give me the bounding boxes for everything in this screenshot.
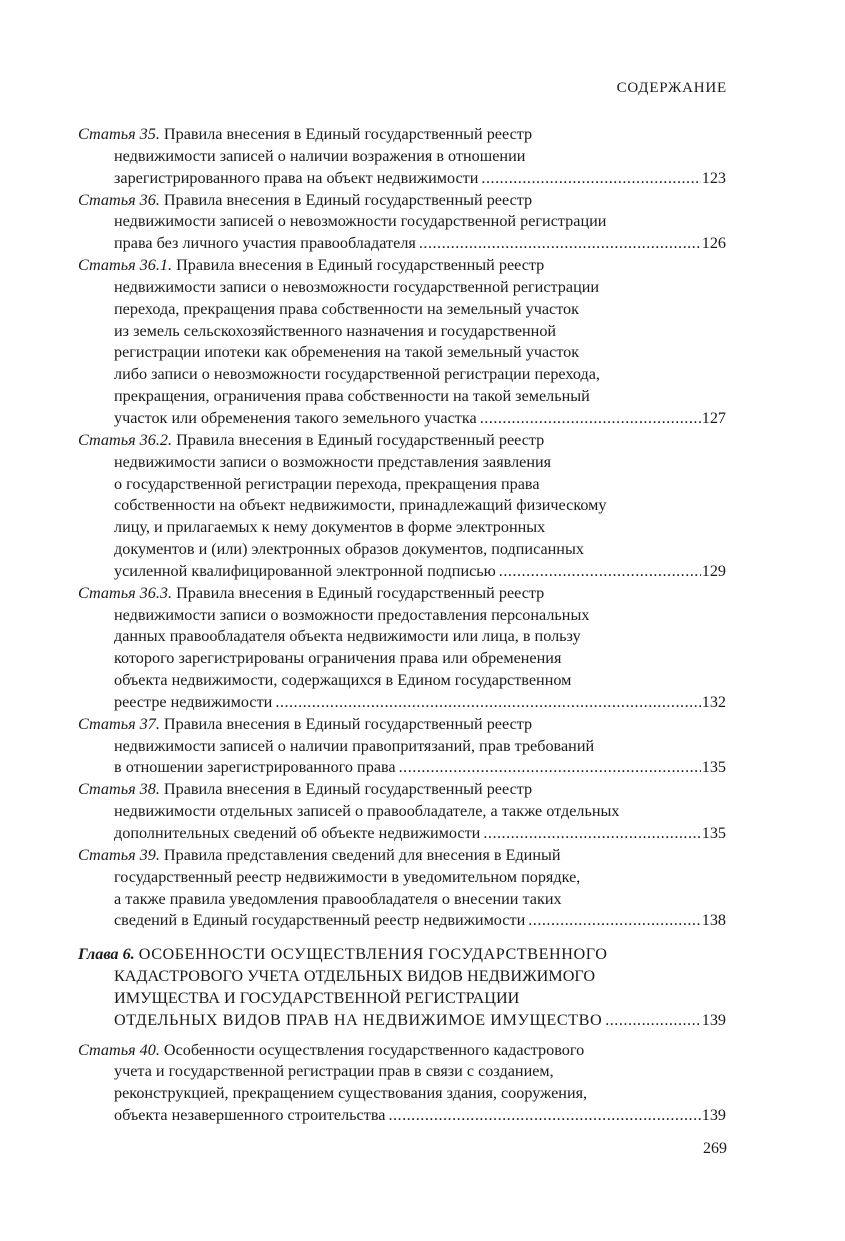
toc-line-text: Правила внесения в Единый государственный реестр bbox=[163, 780, 533, 799]
toc-entry-line bbox=[78, 168, 726, 190]
toc-entry-line bbox=[78, 1010, 726, 1032]
toc-page-number: 139 bbox=[701, 1010, 726, 1029]
toc-line-text: недвижимости записей о невозможности государственной регистрации bbox=[114, 212, 607, 231]
toc-entry-line bbox=[78, 1105, 726, 1127]
article-label: Статья 39. bbox=[78, 845, 160, 864]
toc-entry-text bbox=[114, 561, 496, 583]
toc-entry-line bbox=[78, 233, 726, 255]
toc-line-text: государственный реестр недвижимости в уведомительном порядке, bbox=[114, 867, 581, 886]
toc-line-text: объекта незавершенного строительства bbox=[114, 1106, 386, 1125]
toc-entry-line bbox=[78, 1040, 726, 1062]
dot-leader bbox=[481, 168, 700, 190]
toc-entry-line bbox=[78, 823, 726, 845]
toc-entry[interactable] bbox=[78, 779, 726, 845]
toc-entry-line bbox=[78, 255, 726, 277]
toc-page-number: 123 bbox=[701, 168, 726, 187]
toc-page-number: 127 bbox=[701, 408, 726, 427]
toc-line-text: которого зарегистрированы ограничения права или обременения bbox=[114, 649, 562, 668]
toc-entry-line bbox=[78, 561, 726, 583]
toc-entry-line bbox=[78, 1061, 726, 1083]
toc-page-number: 126 bbox=[701, 234, 726, 253]
toc-line-text: Правила внесения в Единый государственный реестр bbox=[176, 583, 545, 602]
toc-entry-line bbox=[78, 626, 726, 648]
toc-entry-text bbox=[114, 168, 478, 190]
toc-line-text: лицу, и прилагаемых к нему документов в форме электронных bbox=[114, 518, 546, 537]
toc-entry-line bbox=[78, 277, 726, 299]
toc-line-text: права без личного участия правообладателя bbox=[114, 234, 416, 253]
chapter-entry[interactable] bbox=[78, 944, 726, 1031]
dot-leader bbox=[499, 561, 701, 583]
toc-line-text: зарегистрированного права на объект недвижимости bbox=[114, 168, 479, 187]
toc-line-text: документов и (или) электронных образов документов, подписанных bbox=[114, 540, 584, 559]
toc-line-text: недвижимости записи о невозможности государственной регистрации bbox=[114, 277, 600, 296]
toc-entry-line bbox=[78, 988, 726, 1010]
toc-entry[interactable] bbox=[78, 190, 726, 256]
toc-entry-line bbox=[78, 692, 726, 714]
toc-entry-text bbox=[114, 408, 477, 430]
article-label: Статья 36. bbox=[78, 190, 160, 209]
toc-line-text: КАДАСТРОВОГО УЧЕТА ОТДЕЛЬНЫХ ВИДОВ НЕДВИЖИМОГО bbox=[114, 967, 596, 986]
toc-entry[interactable] bbox=[78, 124, 726, 190]
toc-entry-text bbox=[114, 692, 272, 714]
dot-leader bbox=[528, 910, 700, 932]
dot-leader bbox=[605, 1010, 701, 1032]
table-of-contents bbox=[78, 124, 726, 1127]
toc-line-text: реестре недвижимости bbox=[114, 692, 273, 711]
toc-entry-line bbox=[78, 124, 726, 146]
toc-entry-line bbox=[78, 495, 726, 517]
toc-line-text: в отношении зарегистрированного права bbox=[114, 758, 396, 777]
toc-entry-line bbox=[78, 605, 726, 627]
toc-entry[interactable] bbox=[78, 255, 726, 430]
toc-page-number: 135 bbox=[701, 758, 726, 777]
toc-line-text: Правила внесения в Единый государственный реестр bbox=[163, 125, 533, 143]
toc-entry-line bbox=[78, 1083, 726, 1105]
toc-line-text: ИМУЩЕСТВА И ГОСУДАРСТВЕННОЙ РЕГИСТРАЦИИ bbox=[114, 988, 520, 1007]
toc-entry[interactable] bbox=[78, 845, 726, 932]
toc-entry-line bbox=[78, 146, 726, 168]
toc-entry-text bbox=[114, 233, 416, 255]
toc-entry-line bbox=[78, 430, 726, 452]
toc-entry-line bbox=[78, 779, 726, 801]
toc-entry-line bbox=[78, 648, 726, 670]
toc-line-text: регистрации ипотеки как обременения на такой земельный участок bbox=[114, 343, 580, 362]
toc-page-number: 132 bbox=[701, 692, 726, 711]
toc-entry-line bbox=[78, 801, 726, 823]
toc-page-number: 138 bbox=[701, 911, 726, 930]
toc-entry-line bbox=[78, 670, 726, 692]
toc-entry[interactable] bbox=[78, 714, 726, 780]
toc-entry-text bbox=[114, 757, 396, 779]
toc-line-text: Правила внесения в Единый государственный реестр bbox=[163, 190, 533, 209]
toc-entry-text bbox=[114, 823, 480, 845]
article-label: Статья 36.1. bbox=[78, 256, 173, 275]
toc-entry-line bbox=[78, 386, 726, 408]
toc-line-text: а также правила уведомления правообладателя о внесении таких bbox=[114, 889, 562, 908]
article-label: Статья 38. bbox=[78, 780, 160, 799]
toc-entry-line bbox=[78, 364, 726, 386]
toc-entry-line bbox=[78, 299, 726, 321]
dot-leader bbox=[483, 823, 700, 845]
toc-entry-text bbox=[114, 1010, 602, 1032]
toc-page-number: 139 bbox=[701, 1106, 726, 1125]
toc-entry-line bbox=[78, 190, 726, 212]
toc-entry-line bbox=[78, 867, 726, 889]
toc-entry[interactable] bbox=[78, 430, 726, 583]
toc-line-text: усиленной квалифицированной электронной подписью bbox=[114, 561, 496, 580]
toc-entry[interactable] bbox=[78, 1040, 726, 1127]
toc-page-number: 135 bbox=[701, 824, 726, 842]
toc-line-text: дополнительных сведений об объекте недвижимости bbox=[114, 824, 481, 842]
toc-entry-line bbox=[78, 452, 726, 474]
toc-entry-line bbox=[78, 910, 726, 932]
article-label: Статья 40. bbox=[78, 1040, 160, 1059]
toc-line-text: недвижимости записей о наличии возражения в отношении bbox=[114, 146, 526, 165]
toc-entry-line bbox=[78, 517, 726, 539]
article-label: Статья 37. bbox=[78, 714, 160, 733]
article-label: Статья 36.2. bbox=[78, 430, 173, 449]
toc-line-text: объекта недвижимости, содержащихся в Едином государственном bbox=[114, 671, 572, 690]
toc-line-text: собственности на объект недвижимости, принадлежащий физическому bbox=[114, 496, 607, 515]
toc-entry-line bbox=[78, 889, 726, 911]
toc-entry-line bbox=[78, 342, 726, 364]
toc-entry-text bbox=[114, 910, 525, 932]
dot-leader bbox=[399, 757, 701, 779]
toc-entry-line bbox=[78, 408, 726, 430]
page-number: 269 bbox=[703, 1140, 727, 1157]
toc-line-text: данных правообладателя объекта недвижимости или лица, в пользу bbox=[114, 627, 581, 646]
toc-entry-line bbox=[78, 944, 726, 966]
toc-line-text: ОТДЕЛЬНЫХ ВИДОВ ПРАВ НА НЕДВИЖИМОЕ ИМУЩЕСТВО bbox=[114, 1010, 603, 1029]
toc-line-text: ОСОБЕННОСТИ ОСУЩЕСТВЛЕНИЯ ГОСУДАРСТВЕННОГО bbox=[138, 945, 608, 964]
toc-line-text: перехода, прекращения права собственности на земельный участок bbox=[114, 299, 580, 318]
dot-leader bbox=[419, 233, 701, 255]
toc-line-text: из земель сельскохозяйственного назначения и государственной bbox=[114, 321, 557, 340]
toc-line-text: недвижимости записей о наличии правопритязаний, прав требований bbox=[114, 736, 595, 755]
toc-line-text: недвижимости записи о возможности представления заявления bbox=[114, 452, 552, 471]
toc-line-text: Правила внесения в Единый государственный реестр bbox=[176, 430, 545, 449]
dot-leader bbox=[388, 1105, 700, 1127]
toc-line-text: недвижимости записи о возможности предоставления персональных bbox=[114, 605, 590, 624]
toc-entry[interactable] bbox=[78, 583, 726, 714]
toc-entry-line bbox=[78, 845, 726, 867]
running-head: СОДЕРЖАНИЕ bbox=[616, 80, 727, 96]
toc-line-text: прекращения, ограничения права собственности на такой земельный bbox=[114, 387, 590, 406]
toc-line-text: Особенности осуществления государственного кадастрового bbox=[163, 1040, 585, 1059]
toc-entry-line bbox=[78, 539, 726, 561]
toc-line-text: о государственной регистрации перехода, прекращения права bbox=[114, 474, 540, 493]
toc-line-text: либо записи о невозможности государственной регистрации перехода, bbox=[114, 365, 600, 384]
toc-line-text: Правила представления сведений для внесения в Единый bbox=[163, 845, 561, 864]
toc-line-text: участок или обременения такого земельного участка bbox=[114, 408, 477, 427]
toc-line-text: сведений в Единый государственный реестр недвижимости bbox=[114, 911, 526, 930]
toc-entry-line bbox=[78, 321, 726, 343]
toc-entry-line bbox=[78, 736, 726, 758]
chapter-label: Глава 6. bbox=[78, 945, 135, 964]
toc-entry-line bbox=[78, 211, 726, 233]
toc-line-text: Правила внесения в Единый государственный реестр bbox=[163, 714, 533, 733]
toc-line-text: Правила внесения в Единый государственный реестр bbox=[176, 256, 545, 275]
toc-entry-text bbox=[114, 1105, 385, 1127]
toc-entry-line bbox=[78, 583, 726, 605]
toc-line-text: реконструкцией, прекращением существования здания, сооружения, bbox=[114, 1084, 588, 1103]
article-label: Статья 35. bbox=[78, 125, 160, 143]
article-label: Статья 36.3. bbox=[78, 583, 173, 602]
dot-leader bbox=[275, 692, 700, 714]
dot-leader bbox=[480, 408, 701, 430]
toc-entry-line bbox=[78, 966, 726, 988]
toc-page-number: 129 bbox=[701, 561, 726, 580]
toc-entry-line bbox=[78, 714, 726, 736]
toc-entry-line bbox=[78, 757, 726, 779]
toc-line-text: недвижимости отдельных записей о правообладателе, а также отдельных bbox=[114, 802, 620, 821]
toc-entry-line bbox=[78, 474, 726, 496]
toc-line-text: учета и государственной регистрации прав в связи с созданием, bbox=[114, 1062, 554, 1081]
